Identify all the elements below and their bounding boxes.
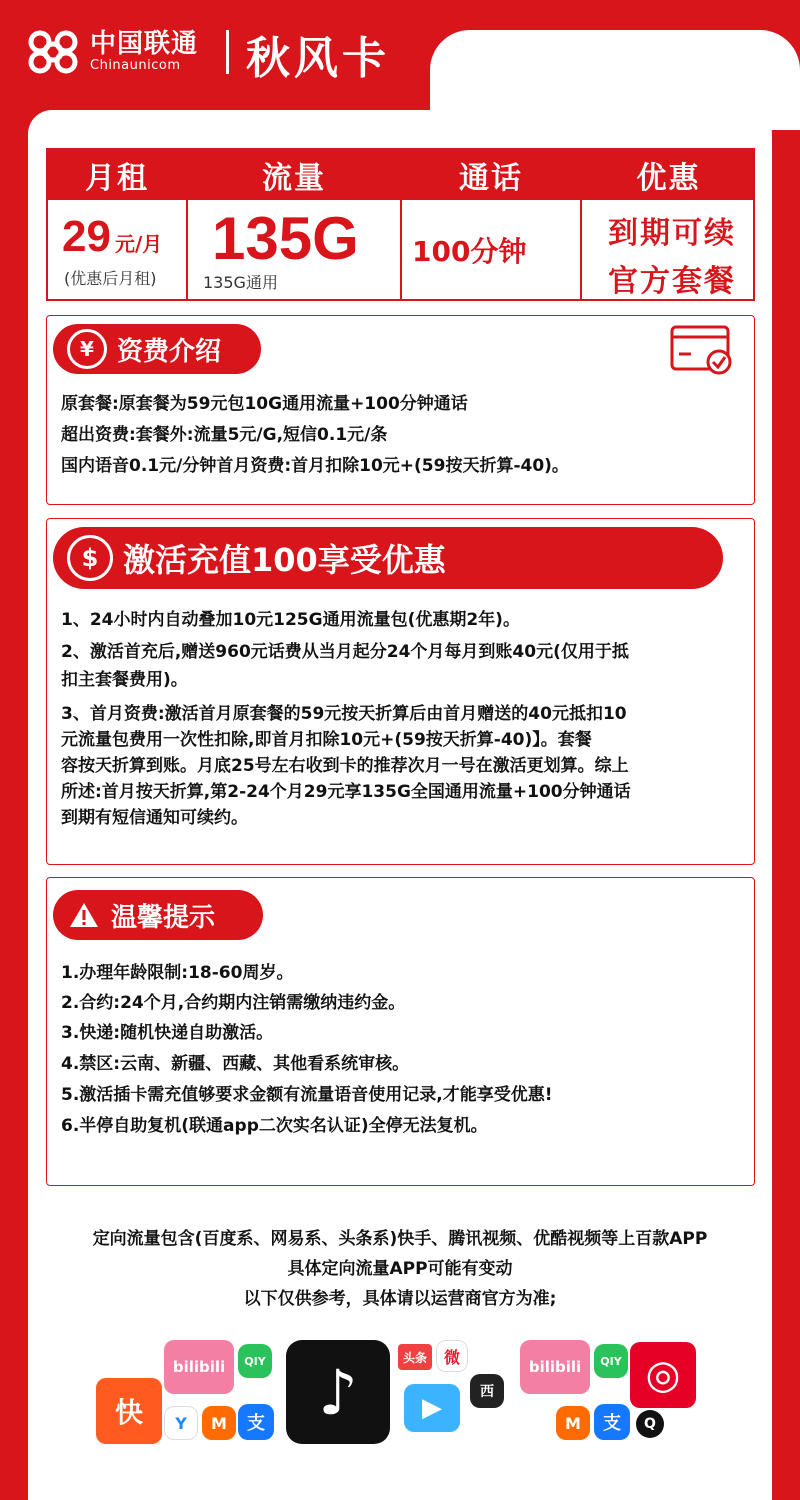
iqiyi-icon: QIY <box>238 1344 272 1378</box>
activation-line: 1、24小时内自动叠加10元125G通用流量包(优惠期2年)。 <box>61 610 520 630</box>
fee-section <box>46 315 755 505</box>
tips-line: 3.快递:随机快递自助激活。 <box>61 1023 274 1043</box>
tencent-video-icon: ▶ <box>404 1384 460 1432</box>
promo-line-2: 官方套餐 <box>608 264 736 299</box>
price-number: 29 <box>62 212 111 261</box>
price-unit: 元/月 <box>114 232 163 256</box>
tips-line: 1.办理年龄限制:18-60周岁。 <box>61 963 294 983</box>
tiktok-icon: ♪ <box>286 1340 390 1444</box>
tips-section <box>46 877 755 1186</box>
card-check-icon <box>669 324 735 376</box>
call-minutes: 100分钟 <box>412 235 527 268</box>
tips-title: 温馨提示 <box>111 902 216 933</box>
data-note: 135G通用 <box>203 273 278 292</box>
dollar-cycle-icon: $ <box>67 535 113 581</box>
price-note: (优惠后月租) <box>64 269 157 288</box>
tips-line: 6.半停自助复机(联通app二次实名认证)全停无法复机。 <box>61 1116 488 1136</box>
activation-line: 容按天折算到账。月底25号左右收到卡的推荐次月一号在激活更划算。综上 <box>61 756 629 776</box>
footer-note-3: 以下仅供参考，具体请以运营商官方为准; <box>243 1289 557 1309</box>
th-calls: 通话 <box>402 150 580 200</box>
activation-line: 到期有短信通知可续约。 <box>61 808 248 828</box>
activation-section <box>46 518 755 865</box>
table-divider <box>186 150 188 301</box>
header-divider <box>226 30 229 74</box>
tips-line: 4.禁区:云南、新疆、西藏、其他看系统审核。 <box>61 1054 410 1074</box>
th-monthly-fee: 月租 <box>48 150 186 200</box>
alipay-icon: 支 <box>238 1404 274 1440</box>
warning-icon <box>69 901 99 929</box>
tips-line: 5.激活插卡需充值够要求金额有流量语音使用记录,才能享受优惠! <box>61 1085 553 1105</box>
activation-title: 激活充值100享受优惠 <box>123 541 446 579</box>
activation-line: 3、首月资费:激活首月原套餐的59元按天折算后由首月赠送的40元抵扣10 <box>61 704 627 724</box>
footer-note-2: 具体定向流量APP可能有变动 <box>287 1259 513 1279</box>
weibo-icon: 微 <box>436 1340 468 1372</box>
mango-icon: M <box>556 1406 590 1440</box>
footer-note-1: 定向流量包含(百度系、网易系、头条系)快手、腾讯视频、优酷视频等上百款APP <box>92 1229 708 1249</box>
alipay-icon: 支 <box>594 1404 630 1440</box>
activation-title-pill <box>53 527 723 589</box>
tips-line: 2.合约:24个月,合约期内注销需缴纳违约金。 <box>61 993 406 1013</box>
unicom-knot-icon <box>22 26 84 78</box>
xigua-icon: 西 <box>470 1374 504 1408</box>
data-amount: 135G <box>212 205 359 272</box>
tips-title-pill <box>53 890 263 940</box>
fee-line: 原套餐:原套餐为59元包10G通用流量+100分钟通话 <box>61 394 468 414</box>
qq-icon: Q <box>636 1410 664 1438</box>
toutiao-icon: 头条 <box>398 1344 432 1370</box>
th-offer: 优惠 <box>582 150 755 200</box>
fee-line: 超出资费:套餐外:流量5元/G,短信0.1元/条 <box>61 425 388 445</box>
brand-name-en: Chinaunicom <box>90 58 181 73</box>
netease-music-icon: ◎ <box>630 1342 696 1408</box>
bilibili-icon: bilibili <box>164 1340 234 1394</box>
kuaishou-icon: 快 <box>96 1378 162 1444</box>
table-divider <box>400 150 402 301</box>
bilibili-icon: bilibili <box>520 1340 590 1394</box>
th-data: 流量 <box>188 150 400 200</box>
fee-title-pill <box>53 324 261 374</box>
brand-name-cn: 中国联通 <box>90 29 199 59</box>
yen-icon: ¥ <box>67 329 107 369</box>
plan-table <box>46 148 755 301</box>
unicom-logo <box>22 26 198 78</box>
table-divider <box>580 150 582 301</box>
promo-line-1: 到期可续 <box>608 216 736 251</box>
product-title: 秋风卡 <box>246 33 390 84</box>
activation-line: 2、激活首充后,赠送960元话费从当月起分24个月每月到账40元(仅用于抵 <box>61 642 629 662</box>
activation-line: 元流量包费用一次性扣除,即首月扣除10元+(59按天折算-40)】。套餐 <box>61 730 592 750</box>
iqiyi-icon: QIY <box>594 1344 628 1378</box>
fee-title: 资费介绍 <box>117 336 222 367</box>
activation-line: 扣主套餐费用)。 <box>61 670 188 690</box>
monthly-price <box>62 212 162 262</box>
mango-icon: M <box>202 1406 236 1440</box>
activation-line: 所述:首月按天折算,第2-24个月29元享135G全国通用流量+100分钟通话 <box>61 782 631 802</box>
fee-line: 国内语音0.1元/分钟首月资费:首月扣除10元+(59按天折算-40)。 <box>61 456 569 476</box>
youku-icon: Y <box>164 1406 198 1440</box>
